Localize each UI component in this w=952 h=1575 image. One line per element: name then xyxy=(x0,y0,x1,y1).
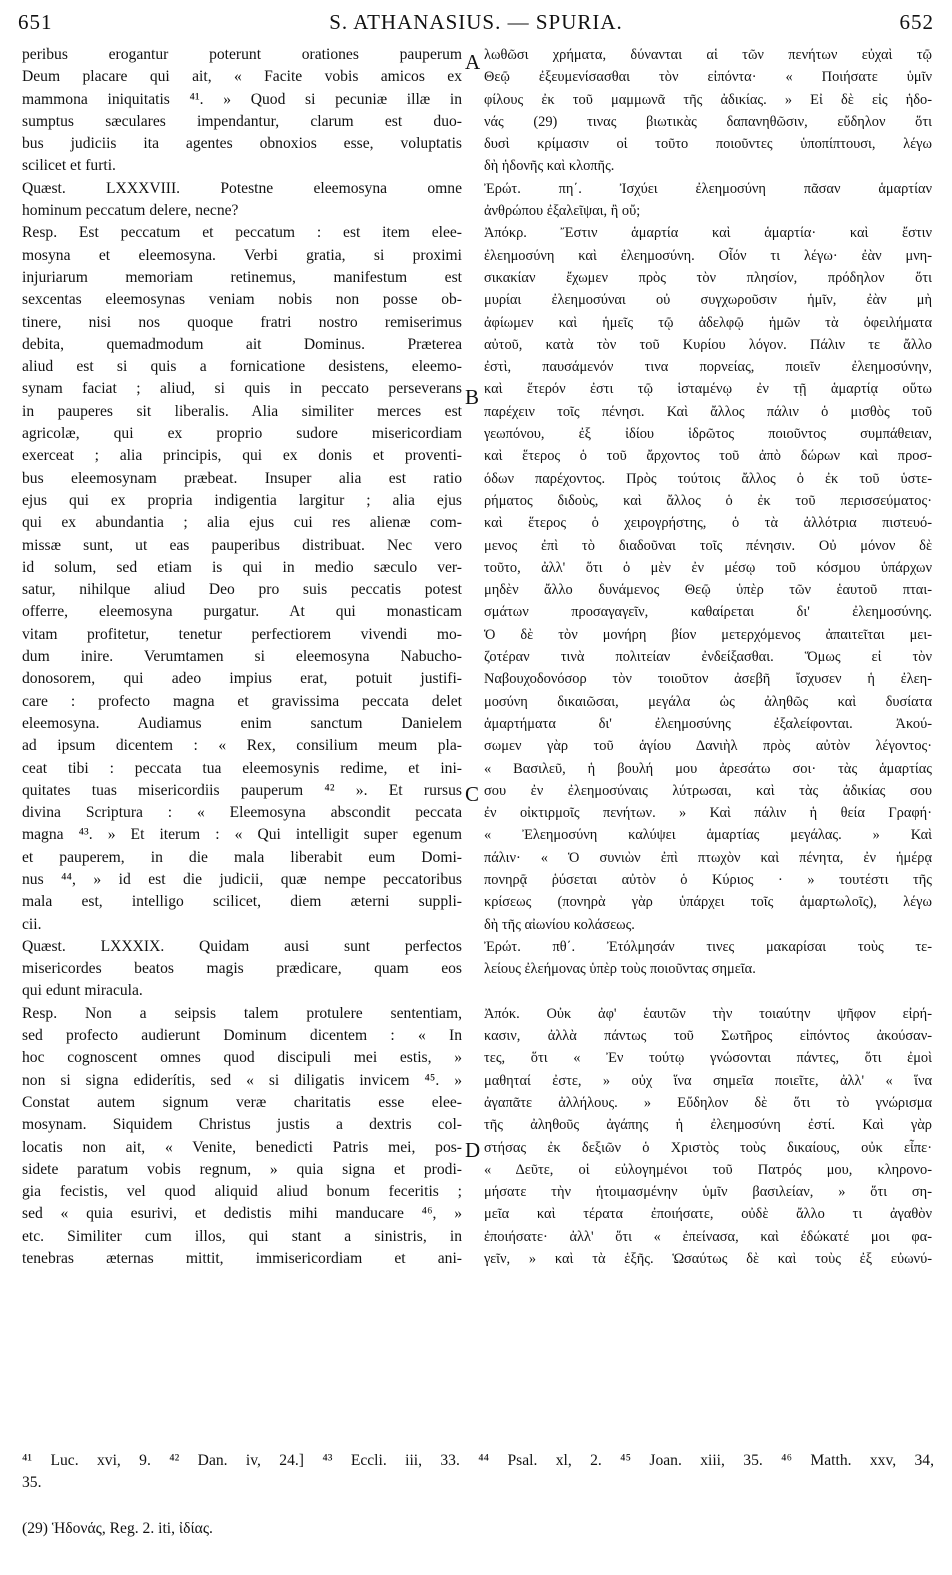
greek-text-line: ἀνθρώπου ἐξαλεῖψαι, ἢ οὔ; xyxy=(484,203,641,220)
greek-text-line: Θεῷ ἐξευμενίσασθαι τὸν εἰπόντα· « Ποιήσατε ὑμῖν xyxy=(484,69,932,86)
latin-text-line: nus ⁴⁴, » id est die judicii, quæ nempe peccatoribus xyxy=(22,870,462,888)
latin-text-line: Quæst. LXXXVIII. Potestne eleemosyna omne xyxy=(22,179,462,197)
greek-text-line: καὶ ἕτερόν ἐστι τῷ ἱσταμένῳ ἐν τῇ ἁμαρτίᾳ οὕτω xyxy=(484,381,932,398)
greek-text-line: Ἀπόκρ. Ἔστιν ἁμαρτία καὶ ἁμαρτία· καὶ ἔστιν xyxy=(484,225,932,242)
greek-text-line: αὐτοῦ, κατὰ τὸν τοῦ Κυρίου λόγον. Πάλιν τε ἄλλο xyxy=(484,336,932,353)
latin-text-line: offerre, eleemosyna purgatur. At qui monasticam xyxy=(22,603,462,621)
greek-text-line: ἐλεημοσύνη καὶ ἐλεημοσύνη. Οἷόν τι λέγω· ἐὰν μνη- xyxy=(484,247,932,264)
latin-text-line: mammona iniquitatis ⁴¹. » Quod si pecuniæ illæ in xyxy=(22,90,462,108)
variant-note xyxy=(22,1518,934,1540)
greek-text-line: μενος ἐπὶ τὸ διαδοῦναι τοῖς πένησιν. Οὐ μόνον δὲ xyxy=(484,537,932,554)
latin-text-line: etc. Similiter cum illos, qui stant a sinistris, in xyxy=(22,1227,462,1245)
latin-text-line: mosyna et eleemosyna. Verbi gratia, si proximi xyxy=(22,246,462,264)
page-number-left: 651 xyxy=(18,10,53,34)
latin-text-line: in pauperes sit liberalis. Alia similiter merces est xyxy=(22,402,462,420)
greek-text-line: γεῖν, » καὶ τὰ ἑξῆς. Ὡσαύτως δὲ καὶ τοὺς ἐξ εὐωνύ- xyxy=(484,1251,932,1268)
greek-text-line: Ἐρώτ. πη΄. Ἰσχύει ἐλεημοσύνη πᾶσαν ἁμαρτίαν xyxy=(484,180,932,197)
greek-text-line: δυσὶ κρίμασιν οἱ τοῦτο ποιοῦντες ὑποπίπτουσι, λέγω xyxy=(484,136,932,153)
latin-text-line: magna ⁴³. » Et iterum : « Qui intelligit super egenum xyxy=(22,826,462,844)
latin-text-line: sed profecto audierunt Dominum dicentem : « In xyxy=(22,1027,462,1045)
greek-text-line: σμάτων προσαγαγεῖν, καθαίρεται δι' ἐλεημοσύνης. xyxy=(484,604,932,621)
latin-text-line: sed « quia esurivi, et dedistis mihi manducare ⁴⁶, » xyxy=(22,1205,462,1223)
latin-column xyxy=(22,44,462,1270)
greek-text-line: Ναβουχοδονόσορ τὸν τοιοῦτον ἀσεβῆ ἴσχυσεν ἡ ἐλεη- xyxy=(484,671,932,688)
latin-text-line: mosynam. Siquidem Christus justis a dextris col- xyxy=(22,1116,462,1134)
greek-text-line: νάς (29) τινας βιωτικὰς δαπανηθῶσιν, εὔδηλον ὅτι xyxy=(484,113,932,130)
latin-text-line: care : profecto magna et gravissima peccata delet xyxy=(22,692,462,710)
greek-text-line: σου ἐν ἐλεημοσύναις λύτρωσαι, καὶ τὰς ἀδικίας σου xyxy=(484,782,932,799)
latin-text-line: tenebras æternas mittit, immisericordiam et ani- xyxy=(22,1250,462,1268)
latin-text-line: sexcentas eleemosynas veniam nobis non posse ob- xyxy=(22,291,462,309)
greek-text-line: στήσας ἐκ δεξιῶν ὁ Χριστὸς τοὺς δικαίους, οὐκ εἶπε· xyxy=(484,1139,932,1156)
latin-text-line: eleemosyna. Audiamus enim sanctum Danielem xyxy=(22,714,462,732)
greek-text-line: καὶ ἕτερος ὁ χειρογρήστης, ὁ τὰ ἀλλότρια πιστευό- xyxy=(484,515,932,532)
greek-text-line: τες, ὅτι « Ἐν τούτῳ γνώσονται πάντες, ὅτι ἐμοὶ xyxy=(484,1050,932,1067)
latin-text-line: et pauperem, in die mala liberabit eum Domi- xyxy=(22,848,462,866)
latin-text-line: sumptus sæculares impendantur, clarum est duo- xyxy=(22,112,462,130)
section-marker-d: D xyxy=(465,1138,481,1162)
greek-text-line: « Ἐλεημοσύνη καλύψει ἁμαρτίας μεγάλας. » Καὶ xyxy=(484,827,932,844)
greek-text-line: πάλιν· « Ὁ συνιὼν ἐπὶ πτωχὸν καὶ πένητα, ἐν ἡμέρᾳ xyxy=(484,849,932,866)
latin-text-line: qui ex abundantia ; alia ejus cui res alienæ com- xyxy=(22,514,462,532)
greek-text-line: τοῦτο, ἀλλ' ὅτι ὁ μὲν ἐν μέσῳ τοῦ κόσμου ὑπάρχων xyxy=(484,559,932,576)
latin-text-line: missæ sunt, ut eas pauperibus distribuat. Nec vero xyxy=(22,536,462,554)
greek-text-line: κασιν, ἀλλὰ πάντως τοῦ Σωτῆρος εἰπόντος ἀκούσαν- xyxy=(484,1028,932,1045)
footnotes xyxy=(22,1450,934,1494)
latin-text-line: ceat tibi : peccata tua eleemosynis redime, et ini- xyxy=(22,759,462,777)
greek-text-line: « Βασιλεῦ, ἡ βουλή μου ἀρεσάτω σοι· τὰς ἁμαρτίας xyxy=(484,760,932,777)
greek-text-line: δὴ τῆς αἰωνίου κολάσεως. xyxy=(484,916,635,933)
latin-text-line: divina Scriptura : « Eleemosyna abscondit peccata xyxy=(22,804,462,822)
greek-text-line: ἁμαρτήματα δι' ἐλεημοσύνης ἐξαλείφονται. Ἀκού- xyxy=(484,715,932,732)
greek-text-line: ρήματος διδοὺς, καὶ ἄλλος ὁ ἐκ τοῦ περισσεύματος· xyxy=(484,492,932,509)
greek-text-gap xyxy=(484,980,932,1002)
latin-text-line: hominum peccatum delere, necne? xyxy=(22,202,239,220)
latin-text-line: aliud est si quis a fornicatione desistens, eleemo- xyxy=(22,358,462,376)
latin-text-line: sidete paratum vobis regnum, » quia signa et prodi- xyxy=(22,1160,462,1178)
greek-text-line: λωθῶσι χρήματα, δύνανται αἱ τῶν πενήτων εὐχαὶ τῷ xyxy=(484,47,932,63)
latin-text-line: Resp. Est peccatum et peccatum : est item elee- xyxy=(22,224,462,242)
latin-text-line: quitates tuas misericordiis pauperum ⁴² ». Et rursus xyxy=(22,781,462,799)
running-title: S. ATHANASIUS. — SPURIA. xyxy=(329,10,623,34)
variant-note-line: (29) Ἡδονάς, Reg. 2. iti, ἰδίας. xyxy=(22,1520,213,1537)
greek-text-line: ἐποιήσατε· ἀλλ' ὅτι « ἐπείνασα, καὶ ἐδώκατέ μοι φα- xyxy=(484,1228,932,1245)
latin-text-line: ejus qui ex propria indigentia largitur ; alia ejus xyxy=(22,491,462,509)
latin-text-line: bus judiciis ita agentes obnoxios esse, voluptatis xyxy=(22,135,462,153)
latin-text-line: qui edunt miracula. xyxy=(22,982,143,1000)
greek-text-line: ζοτέραν τινὰ πολιτείαν ἐνδείξασθαι. Ὅμως εἰ τὸν xyxy=(484,649,932,666)
greek-text-line: όδων παρέχοντος. Πρὸς τούτοις ἄλλος ὁ ἐκ τοῦ ὑστε- xyxy=(484,470,932,487)
latin-text-line: Deum placare qui ait, « Facite vobis amicos ex xyxy=(22,68,462,86)
greek-text-line: φίλους ἐκ τοῦ μαμμωνᾶ τῆς ἀδικίας. » Εἰ δὲ εἰς ἡδο- xyxy=(484,91,932,108)
greek-text-line: τῆς ἀληθοῦς ἀγάπης ἡ ἐλεημοσύνη ἐστί. Καὶ γὰρ xyxy=(484,1117,932,1134)
greek-text-line: Ἀπόκ. Οὐκ ἀφ' ἑαυτῶν τὴν τοιαύτην ψῆφον εἰρή- xyxy=(484,1005,932,1022)
greek-text-line: λείους ἐλεήμονας ὑπὲρ τοὺς ποιοῦντας σημεῖα. xyxy=(484,961,756,978)
latin-text-line: scilicet et furti. xyxy=(22,157,116,175)
latin-text-line: donosorem, qui adeo impius erat, potuit justifi- xyxy=(22,670,462,688)
footnote-line: ⁴¹ Luc. xvi, 9. ⁴² Dan. iv, 24.] ⁴³ Eccli. iii, 33. ⁴⁴ Psal. xl, 2. ⁴⁵ Joan. xiii, 35. ⁴⁶ Matth. xxv, 34, xyxy=(22,1452,934,1469)
greek-text-line: ἀφίωμεν καὶ ἡμεῖς τῷ ἀδελφῷ ἡμῶν τὰ ὀφειλήματα xyxy=(484,314,932,331)
page-number-right: 652 xyxy=(899,10,934,34)
greek-text-line: δὴ ἡδονῆς καὶ κλοπῆς. xyxy=(484,158,615,175)
greek-text-line: μοσύνη δικαιῶσαι, μεγάλα ὡς ἀληθῶς καὶ δυσίατα xyxy=(484,693,932,710)
greek-column xyxy=(484,44,932,1270)
latin-text-line: Resp. Non a seipsis talem protulere sententiam, xyxy=(22,1004,462,1022)
greek-text-line: σωμεν γὰρ τοῦ ἁγίου Δανιὴλ πρὸς αὐτὸν λέγοντος· xyxy=(484,738,932,755)
latin-text-line: injuriarum memoriam retinemus, manifestum est xyxy=(22,268,462,286)
greek-text-line: μεῖα καὶ τέρατα ἐποιήσατε, οὐδὲ ἄλλο τι ἀγαθὸν xyxy=(484,1206,932,1223)
greek-text-line: γεωπόνου, ἐξ ἰδίου ἱδρῶτος ποιοῦντος συμπάθειαν, xyxy=(484,426,932,443)
latin-text-line: tinere, nisi nos quoque fratri nostro remiserimus xyxy=(22,313,462,331)
section-marker-c: C xyxy=(465,782,480,806)
greek-text-line: ἐστὶ, παυσάμενόν τινα πορνείας, ποιεῖν ἐλεημοσύνην, xyxy=(484,359,932,376)
latin-text-line: exerceat ; alia principis, qui ex donis et proventi- xyxy=(22,447,462,465)
latin-text-line: gia fecistis, vel quod aliquid aliud bonum feceritis ; xyxy=(22,1183,462,1201)
greek-text-line: ἀγαπᾶτε ἀλλήλους. » Εὔδηλον δὲ ὅτι τὸ γνώρισμα xyxy=(484,1094,932,1111)
greek-text-line: Ὁ δὲ τὸν μονήρη βίον μετερχόμενος ἀπαιτεῖται μει- xyxy=(484,626,932,643)
greek-text-line: « Δεῦτε, οἱ εὐλογημένοι τοῦ Πατρός μου, κληρονο- xyxy=(484,1161,932,1178)
latin-text-line: peribus erogantur poterunt orationes pauperum xyxy=(22,46,462,63)
latin-text-line: agricolæ, qui ex proprio sudore misericordiam xyxy=(22,425,462,443)
latin-text-line: misericordes beatos magis prædicare, quam eos xyxy=(22,960,462,978)
greek-text-line: παρέχειν τοῖς πένησι. Καὶ ἄλλος πάλιν ὁ μισθὸς τοῦ xyxy=(484,403,932,420)
greek-text-line: πονηρᾷ ῥύσεται αὐτὸν ὁ Κύριος · » τουτέστι τῆς xyxy=(484,871,932,888)
latin-text-line: satur, nihilque aliud Deo pro suis peccatis potest xyxy=(22,581,462,599)
latin-text-line: hoc cognoscent omnes quod discipuli mei estis, » xyxy=(22,1049,462,1067)
running-header xyxy=(18,10,934,40)
greek-text-line: ἐν οἰκτιρμοῖς πενήτων. » Καὶ πάλιν ἡ θεία Γραφή· xyxy=(484,805,932,822)
greek-text-line: μαθηταί ἐστε, » οὐχ ἵνα σημεῖα ποιεῖτε, ἀλλ' « ἵνα xyxy=(484,1072,932,1089)
latin-text-line: locatis non ait, « Venite, benedicti Patris mei, pos- xyxy=(22,1138,462,1156)
latin-text-line: Quæst. LXXXIX. Quidam ausi sunt perfectos xyxy=(22,937,462,955)
latin-text-line: vitam profitetur, tenetur perfectiorem vivendi mo- xyxy=(22,625,462,643)
section-marker-a: A xyxy=(465,50,481,74)
latin-text-line: dum inire. Verumtamen si eleemosyna Nabucho- xyxy=(22,648,462,666)
greek-text-line: κρίσεως (πονηρὰ γὰρ ὑπάρχει τοῖς ἁμαρτωλοῖς), λέγω xyxy=(484,894,932,911)
latin-text-line: Constat autem signum veræ charitatis esse elee- xyxy=(22,1093,462,1111)
greek-text-line: μυρίαι ἐλεημοσύναι οὐ συγχωροῦσιν ἡμῖν, ἐὰν μὴ xyxy=(484,292,932,309)
greek-text-line: μηδὲν ἄλλο δυνάμενος Θεῷ ὑπὲρ τῶν ἑαυτοῦ πται- xyxy=(484,582,932,599)
greek-text-line: Ἐρώτ. πθ΄. Ἐτόλμησάν τινες μακαρίσαι τοὺς τε- xyxy=(484,938,932,955)
latin-text-line: ad ipsum dicentem : « Rex, consilium meum pla- xyxy=(22,737,462,755)
latin-text-line: mala est, intelligo scilicet, diem æterni suppli- xyxy=(22,893,462,911)
latin-text-line: bus eleemosynam præbeat. Insuper alia est ratio xyxy=(22,469,462,487)
latin-text-line: non si signa ediderítis, sed « si diligatis invicem ⁴⁵. » xyxy=(22,1071,462,1089)
latin-text-line: debita, quemadmodum ait Dominus. Præterea xyxy=(22,335,462,353)
greek-text-line: μήσατε τὴν ἡτοιμασμένην ὑμῖν βασιλείαν, » ὅτι ση- xyxy=(484,1184,932,1201)
footnote-line: 35. xyxy=(22,1474,42,1491)
latin-text-line: synam faciat ; aliud, si quis in peccato perseverans xyxy=(22,380,462,398)
latin-text-line: cii. xyxy=(22,915,42,933)
section-marker-b: B xyxy=(465,385,480,409)
latin-text-line: id solum, sed etiam is qui in medio sæculo ver- xyxy=(22,558,462,576)
greek-text-line: καὶ ἕτερος ὁ τοῦ ἄρχοντος τοῦ ἀπὸ δώρων καὶ προσ- xyxy=(484,448,932,465)
greek-text-line: σικακίαν ἔχωμεν πρὸς τὸν πλησίον, πρόδηλον ὅτι xyxy=(484,269,932,286)
